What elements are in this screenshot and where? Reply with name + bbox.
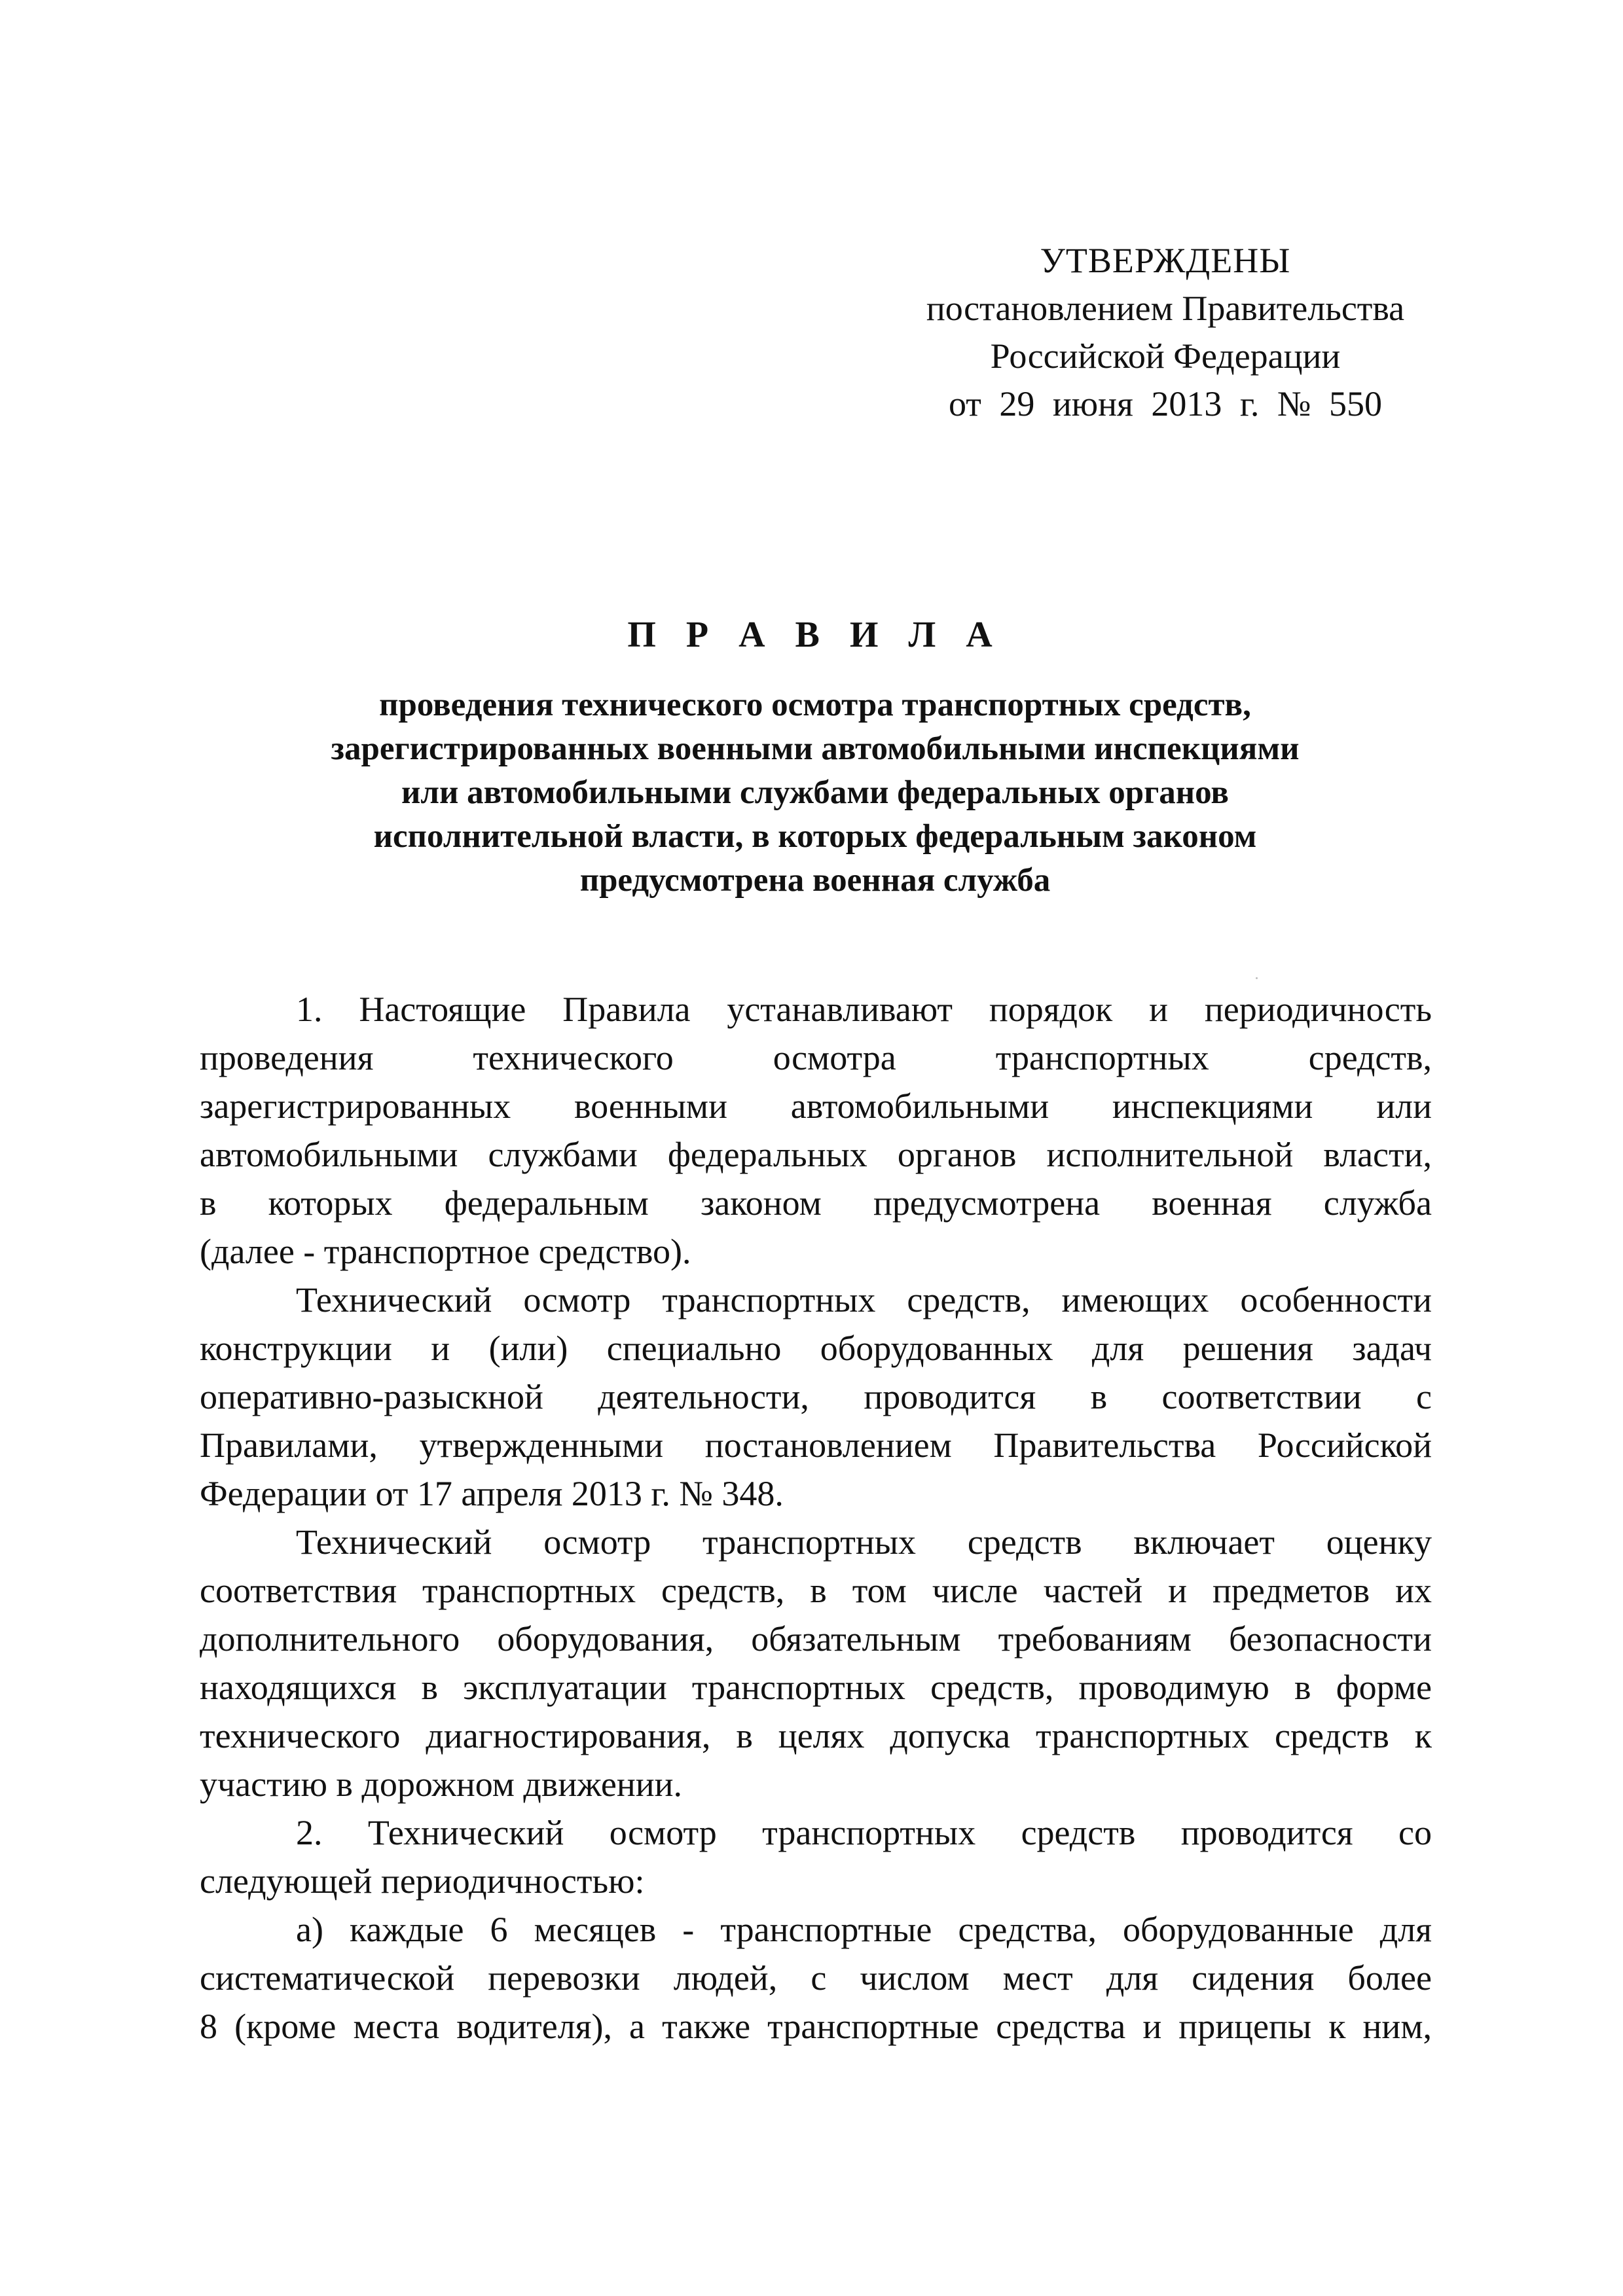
paragraph-4: [200, 1808, 1432, 1905]
paragraph-line: конструкции и (или) специально оборудованных для решения задач: [200, 1329, 1432, 1368]
paragraph-line: в которых федеральным законом предусмотрена военная служба: [200, 1183, 1432, 1223]
approval-date-number: от 29 июня 2013 г. № 550: [949, 384, 1382, 423]
paragraph-2: [200, 1276, 1432, 1518]
paragraph-line: (далее - транспортное средство).: [200, 1232, 691, 1271]
subtitle-line: исполнительной власти, в которых федеральным законом: [373, 818, 1257, 855]
subtitle-line: проведения технического осмотра транспортных средств,: [379, 687, 1251, 723]
subtitle-line: или автомобильными службами федеральных органов: [401, 774, 1229, 811]
document-body: [200, 985, 1432, 2051]
document-kind-heading: П Р А В И Л А: [627, 615, 1003, 655]
paragraph-line: соответствия транспортных средств, в том числе частей и предметов их: [200, 1571, 1432, 1610]
paragraph-line: проведения технического осмотра транспортных средств,: [200, 1038, 1432, 1077]
subtitle-line: предусмотрена военная служба: [579, 862, 1051, 899]
paragraph-line: технического диагностирования, в целях допуска транспортных средств к: [200, 1716, 1432, 1755]
paragraph-line: участию в дорожном движении.: [200, 1765, 683, 1804]
paragraph-line: автомобильными службами федеральных органов исполнительной власти,: [200, 1135, 1432, 1174]
paragraph-line: Федерации от 17 апреля 2013 г. № 348.: [200, 1474, 784, 1513]
paragraph-line: следующей периодичностью:: [200, 1861, 645, 1901]
paragraph-line: оперативно-разыскной деятельности, проводится в соответствии с: [200, 1377, 1432, 1416]
paragraph-line: 1. Настоящие Правила устанавливают порядок и периодичность: [296, 990, 1432, 1029]
paragraph-line: а) каждые 6 месяцев - транспортные средства, оборудованные для: [296, 1910, 1432, 1949]
paragraph-line: дополнительного оборудования, обязательным требованиям безопасности: [200, 1619, 1432, 1659]
scan-speck: [1256, 977, 1258, 979]
paragraph-line: Технический осмотр транспортных средств включает оценку: [296, 1522, 1432, 1562]
paragraph-line: Технический осмотр транспортных средств, имеющих особенности: [296, 1280, 1432, 1319]
paragraph-line: систематической перевозки людей, с числом мест для сидения более: [200, 1958, 1432, 1998]
paragraph-5: [200, 1905, 1432, 2051]
paragraph-3: [200, 1518, 1432, 1808]
paragraph-line: зарегистрированных военными автомобильными инспекциями или: [200, 1086, 1432, 1126]
approval-decree-line: постановлением Правительства: [926, 289, 1405, 328]
approval-government-line: Российской Федерации: [990, 336, 1341, 376]
paragraph-1: [200, 985, 1432, 1276]
paragraph-line: Правилами, утвержденными постановлением Правительства Российской: [200, 1426, 1432, 1465]
subtitle-line: зарегистрированных военными автомобильными инспекциями: [331, 730, 1300, 767]
paragraph-line: 8 (кроме места водителя), а также транспортные средства и прицепы к ним,: [200, 2007, 1432, 2046]
approval-heading: УТВЕРЖДЕНЫ: [1040, 241, 1291, 280]
paragraph-line: 2. Технический осмотр транспортных средств проводится со: [296, 1813, 1432, 1852]
document-title: [216, 609, 1414, 903]
approval-stamp: [871, 237, 1460, 428]
paragraph-line: находящихся в эксплуатации транспортных средств, проводимую в форме: [200, 1668, 1432, 1707]
